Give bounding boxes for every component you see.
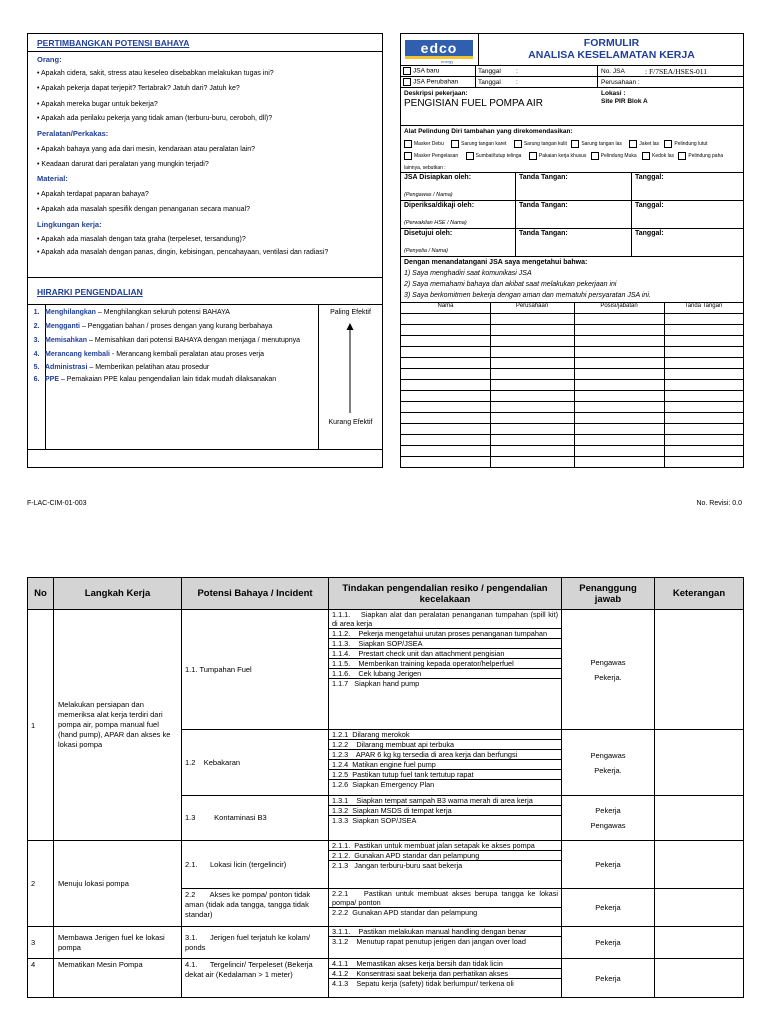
hazard-question: • Apakah ada masalah dengan panas, dingin, kebisingan, pencahayaan, ventilasi dan radiasi? [37, 249, 329, 256]
ppe-checkbox[interactable]: Pelindung paha [678, 153, 723, 159]
hazard-description: 1.3 Kontaminasi B3 [182, 796, 329, 841]
ppe-checkbox[interactable]: Sarung tangan las [571, 141, 622, 147]
date-label: Tanggal [478, 68, 501, 75]
step-number: 1 [28, 610, 54, 841]
hierarchy-item: 1. Menghilangkan – Menghilangkan seluruh potensi BAHAYA [33, 309, 230, 316]
hazard-question: • Apakah ada perilaku pekerja yang tidak aman (terburu-buru, ceroboh, dll)? [37, 115, 273, 122]
control-action-item: 2.2.1 Pastikan untuk membuat akses berupa tangga ke lokasi pompa/ ponton [329, 889, 561, 908]
hazard-question: • Apakah pekerja dapat terjepit? Tertabrak? Jatuh dari? Jatuh ke? [37, 85, 240, 92]
ppe-checkbox[interactable]: Sarung tangan kulit [514, 141, 567, 147]
most-effective-label: Paling Efektif [330, 309, 371, 316]
attendee-row-line [401, 379, 743, 380]
responsible-person [562, 730, 655, 796]
ppe-title: Alat Pelindung Diri tambahan yang direkomendasikan: [404, 128, 573, 135]
company-label: Perusahaan : [601, 79, 640, 86]
control-actions [329, 610, 562, 730]
responsible-name: Pekerja. [594, 672, 622, 682]
date-label: Tanggal [478, 79, 501, 86]
approved-by-label: Disetujui oleh: [404, 230, 453, 237]
hazard-description: 1.1. Tumpahan Fuel [182, 610, 329, 730]
hazard-question: • Apakah bahaya yang ada dari mesin, kendaraan atau peralatan lain? [37, 146, 256, 153]
control-action-item: 1.2.1 Dilarang merokok [329, 730, 561, 740]
hierarchy-item: 4. Merancang kembali - Merancang kembali peralatan atau proses verja [33, 351, 265, 358]
control-action-item: 3.1.1. Pastikan melakukan manual handling dengan benar [329, 927, 561, 937]
location-value: Site PIR Blok A [601, 98, 648, 105]
attendee-row-line [401, 445, 743, 446]
hazard-question: • Apakah cidera, sakit, stress atau keseleo disebabkan melakukan tugas ini? [37, 70, 274, 77]
responsible-name: Pekerja [595, 973, 621, 983]
step-number: 2 [28, 841, 54, 927]
statement-item: 1) Saya menghadiri saat komunikasi JSA [404, 270, 532, 277]
responsible-person [562, 610, 655, 730]
control-action-item: 1.2.4 Matikan engine fuel pump [329, 760, 561, 770]
attendee-grid [401, 302, 743, 467]
hierarchy-item: 6. PPE – Pemakaian PPE kalau pengendalian lain tidak mudah dilaksanakan [33, 376, 277, 383]
remarks-cell[interactable] [655, 730, 744, 796]
attendee-row-line [401, 456, 743, 457]
potential-hazard-title: PERTIMBANGKAN POTENSI BAHAYA [37, 38, 190, 48]
jsa-number-value: : F/7SEA/HSES-011 [645, 67, 708, 76]
col-step-header: Langkah Kerja [54, 578, 182, 610]
ppe-checkbox[interactable]: Pelindung Muka [591, 153, 637, 159]
control-action-item: 4.1.3 Sepatu kerja (safety) tidak berlumpur/ terkena oli [332, 979, 514, 988]
col-control-header: Tindakan pengendalian resiko / pengendalian kecelakaan [329, 578, 562, 610]
approved-by-sub: (Penyelia / Nama) [404, 248, 449, 254]
remarks-cell[interactable] [655, 610, 744, 730]
ppe-checkbox[interactable]: Pakaian kerja khusus [529, 153, 587, 159]
jsa-form: edco energy FORMULIR ANALISA KESELAMATAN KERJA JSA baru JSA Perubahan Tanggal : Tanggal : No. JSA : F/7SEA/HSES-011 Perusahaan : Deskripsi pekerjaan: PENGISIAN FUEL POMPA AIR Lokasi : Site PIR Blok A Alat Pelindung Diri tambahan yang direkomendasikan: Masker Debu Sarung tangan karet Sarung tangan kulit Sarung tangan las Jaket las Pelindung lutut Masker Pengelasan Sumbat/tutup telinga Pakaian kerja khusus Pelindung Muka Kedok las Pelindung paha lainnya, sebutkan : JSA Disiapkan oleh: (Pengawas / Nama) Tanda Tangan: Tanggal: Diperiksa/dikaji oleh: (Perwakilan HSE / Nama) Tanda Tangan: Tanggal: Disetujui oleh: (Penyelia / Nama) Tanda Tangan: Tanggal: Dengan menandatangani JSA saya mengetahui bahwa: 1) Saya menghadiri saat komunikasi JSA 2) Saya memahami bahaya dan akibat saat melakukan pekerjaan ini 3) Saya berkomitmen bekerja dengan aman dan mematuhi persyaratan JSA ini. Nama Perusahaan Posisi/jabatan Tanda Tangan [400, 33, 744, 468]
company-logo: edco energy [401, 34, 479, 65]
control-action-item: 1.1.5. Memberikan training kepada operator/helperfuel [329, 659, 561, 669]
responsible-name: Pekerja [595, 903, 621, 912]
step-description: Menuju lokasi pompa [54, 841, 182, 927]
statement-title: Dengan menandatangani JSA saya mengetahui bahwa: [404, 259, 588, 266]
category-people: Orang: [37, 55, 62, 64]
attendee-row-line [401, 434, 743, 435]
control-hierarchy-table [28, 304, 382, 450]
table-row [28, 927, 744, 959]
attendee-row-line [401, 368, 743, 369]
hazard-description: 2.2 Akses ke pompa/ ponton tidak aman (tidak ada tangga, tangga tidak standar) [182, 889, 329, 927]
step-description: Melakukan persiapan dan memeriksa alat kerja terdiri dari pompa air, pompa manual fuel (hand pump), APAR dan akses ke lokasi pompa [54, 610, 182, 841]
control-action-item: 1.1.7 Siapkan hand pump [332, 679, 420, 688]
remarks-cell[interactable] [655, 889, 744, 927]
statement-item: 2) Saya memahami bahaya dan akibat saat melakukan pekerjaan ini [404, 281, 617, 288]
hazard-description: 4.1. Tergelincir/ Terpeleset (Bekerja dekat air (Kedalaman > 1 meter) [182, 959, 329, 998]
responsible-person [562, 889, 655, 927]
job-description-value: PENGISIAN FUEL POMPA AIR [404, 98, 543, 109]
ppe-checkbox[interactable]: Jaket las [629, 141, 659, 147]
signature-label: Tanda Tangan: [519, 202, 568, 209]
ppe-checkbox[interactable]: Sarung tangan karet [451, 141, 506, 147]
table-row [28, 610, 744, 730]
col-no-header: No [28, 578, 54, 610]
reviewed-by-sub: (Perwakilan HSE / Nama) [404, 220, 467, 226]
hazard-description: 1.2 Kebakaran [182, 730, 329, 796]
control-action-item: 1.2.3 APAR 6 kg kg tersedia di area kerja dan berfungsi [329, 750, 561, 760]
ppe-checkbox[interactable]: Kedok las [642, 153, 674, 159]
effectiveness-arrow-icon [345, 323, 355, 413]
signature-label: Tanda Tangan: [519, 174, 568, 181]
attendee-row-line [401, 390, 743, 391]
attendee-row-line [401, 346, 743, 347]
remarks-cell[interactable] [655, 796, 744, 841]
control-action-item: 3.1.2 Menutup rapat penutup jerigen dan jangan over load [332, 937, 526, 946]
col-hazard-header: Potensi Bahaya / Incident [182, 578, 329, 610]
hierarchy-item: 2. Mengganti – Penggatian bahan / proses dengan yang kurang berbahaya [33, 323, 273, 330]
control-actions [329, 730, 562, 796]
responsible-name: Pekerja [595, 860, 621, 869]
statement-item: 3) Saya berkomitmen bekerja dengan aman dan mematuhi persyaratan JSA ini. [404, 292, 651, 299]
responsible-person [562, 796, 655, 841]
jsa-steps-table [27, 577, 744, 998]
responsible-name: Pengawas [590, 750, 626, 760]
ppe-checkbox[interactable]: Pelindung lutut [664, 141, 707, 147]
table-row [28, 841, 744, 889]
control-action-item: 1.1.4. Prestart check unit dan attachment pengisian [329, 649, 561, 659]
hazard-question: • Apakah ada masalah spesifik dengan penanganan secara manual? [37, 206, 250, 213]
control-action-item: 1.1.6. Cek lubang Jerigen [329, 669, 561, 679]
attendee-row-line [401, 423, 743, 424]
control-action-item: 2.1.1. Pastikan untuk membuat jalan setapak ke akses pompa [329, 841, 561, 851]
remarks-cell[interactable] [655, 841, 744, 889]
control-action-item: 1.3.3 Siapkan SOP/JSEA [332, 816, 417, 825]
control-actions [329, 796, 562, 841]
job-description-label: Deskripsi pekerjaan: [404, 90, 468, 97]
responsible-name: Pekerja [595, 938, 621, 947]
reviewed-by-label: Diperiksa/dikaji oleh: [404, 202, 475, 209]
responsible-person [562, 841, 655, 889]
table-header-row [28, 578, 744, 610]
control-hierarchy-title: HIRARKI PENGENDALIAN [37, 287, 143, 297]
attendee-row-line [401, 357, 743, 358]
jsa-number-label: No. JSA [601, 68, 625, 75]
jsa-revision-checkbox[interactable]: JSA Perubahan [403, 78, 458, 86]
col-remarks-header: Keterangan [655, 578, 744, 610]
control-actions [329, 927, 562, 959]
control-actions [329, 889, 562, 927]
revision-number: No. Revisi: 0.0 [696, 500, 742, 507]
date-sign-label: Tanggal: [635, 230, 664, 237]
responsible-name: Pekerja. [594, 765, 622, 775]
prepared-by-label: JSA Disiapkan oleh: [404, 174, 472, 181]
control-action-item: 2.1.2. Gunakan APD standar dan pelampung [329, 851, 561, 861]
responsible-name: Pengawas [590, 821, 626, 830]
control-action-item: 4.1.2 Konsentrasi saat bekerja dan perhatikan akses [329, 969, 561, 979]
responsible-name: Pengawas [590, 657, 626, 667]
least-effective-label: Kurang Efektif [328, 419, 373, 426]
date-field[interactable]: : [516, 79, 518, 86]
form-title: FORMULIR ANALISA KESELAMATAN KERJA [528, 37, 695, 61]
step-number: 3 [28, 927, 54, 959]
location-label: Lokasi : [601, 90, 626, 97]
col-responsible-header: Penanggung jawab [562, 578, 655, 610]
category-work-environment: Lingkungan kerja: [37, 220, 102, 229]
attendee-row-line [401, 324, 743, 325]
category-material: Material: [37, 174, 68, 183]
attendee-row-line [401, 313, 743, 314]
step-number: 4 [28, 959, 54, 998]
hazard-guidance-panel [27, 33, 383, 468]
jsa-new-checkbox[interactable]: JSA baru [403, 67, 439, 75]
control-action-item: 1.2.2 Dilarang membuat api terbuka [329, 740, 561, 750]
hazard-description: 3.1. Jerigen fuel terjatuh ke kolam/ ponds [182, 927, 329, 959]
ppe-checkbox[interactable]: Sumbat/tutup telinga [466, 153, 522, 159]
control-action-item: 2.1.3 Jangan terburu-buru saat bekerja [332, 861, 463, 870]
control-action-item: 4.1.1 Memastikan akses kerja bersih dan tidak licin [329, 959, 561, 969]
signature-label: Tanda Tangan: [519, 230, 568, 237]
attendee-row-line [401, 412, 743, 413]
doc-code: F-LAC-CIM-01-003 [27, 500, 87, 507]
ppe-checkbox[interactable]: Masker Pengelasan [404, 153, 458, 159]
remarks-cell[interactable] [655, 927, 744, 959]
hazard-question: • Apakah ada masalah dengan tata graha (terpeleset, tersandung)? [37, 236, 246, 243]
control-actions [329, 841, 562, 889]
control-action-item: 1.1.1. Siapkan alat dan peralatan penanganan tumpahan (spill kit) di area kerja [329, 610, 561, 629]
control-action-item: 1.2.5 Pastikan tutup fuel tank tertutup rapat [329, 770, 561, 780]
table-row [28, 959, 744, 998]
control-action-item: 1.2.6 Siapkan Emergency Plan [332, 780, 435, 789]
hazard-question: • Apakah mereka bugar untuk bekerja? [37, 101, 158, 108]
ppe-options-row-2 [404, 152, 723, 160]
control-action-item: 1.1.3. Siapkan SOP/JSEA [329, 639, 561, 649]
date-sign-label: Tanggal: [635, 174, 664, 181]
step-description: Mematikan Mesin Pompa [54, 959, 182, 998]
responsible-person [562, 927, 655, 959]
control-action-item: 1.3.1 Siapkan tempat sampah B3 warna merah di area kerja [329, 796, 561, 806]
remarks-cell[interactable] [655, 959, 744, 998]
category-equipment: Peralatan/Perkakas: [37, 129, 109, 138]
control-action-item: 1.1.2. Pekerja mengetahui urutan proses penanganan tumpahan [329, 629, 561, 639]
hazard-description: 2.1. Lokasi licin (tergelincir) [182, 841, 329, 889]
hierarchy-item: 3. Memisahkan – Memisahkan dari potensi BAHAYA dengan menjaga / menutupnya [33, 337, 301, 344]
attendee-row-line [401, 335, 743, 336]
prepared-by-sub: (Pengawas / Nama) [404, 192, 453, 198]
ppe-checkbox[interactable]: Masker Debu [404, 141, 444, 147]
control-actions [329, 959, 562, 998]
responsible-person [562, 959, 655, 998]
attendee-row-line [401, 401, 743, 402]
date-field[interactable]: : [516, 68, 518, 75]
control-action-item: 1.3.2 Siapkan MSDS di tempat kerja [329, 806, 561, 816]
ppe-other-field[interactable]: lainnya, sebutkan : [404, 165, 446, 171]
responsible-name: Pekerja [595, 806, 621, 815]
step-description: Membawa Jerigen fuel ke lokasi pompa [54, 927, 182, 959]
hazard-question: • Apakah terdapat paparan bahaya? [37, 191, 149, 198]
date-sign-label: Tanggal: [635, 202, 664, 209]
hazard-question: • Keadaan darurat dari peralatan yang mungkin terjadi? [37, 161, 209, 168]
ppe-options-row-1 [404, 140, 708, 148]
control-action-item: 2.2.2 Gunakan APD standar dan pelampung [332, 908, 478, 917]
hierarchy-item: 5. Administrasi – Memberikan pelatihan atau prosedur [33, 364, 210, 371]
